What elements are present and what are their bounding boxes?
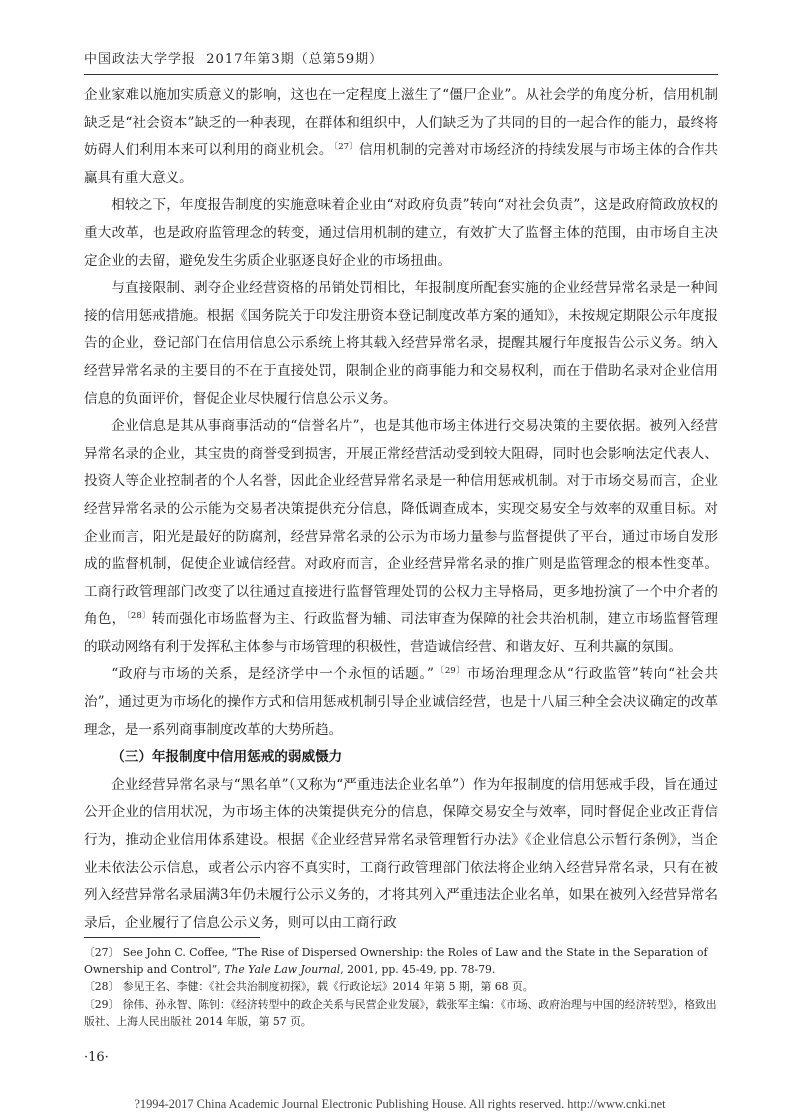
paragraph-5 — [84, 661, 718, 744]
paragraph-4 — [84, 413, 718, 661]
footnote-text: , 2001, pp. 45-49, pp. 78-79. — [340, 963, 496, 977]
paragraph-3: 与直接限制、剥夺企业经营资格的吊销处罚相比，年报制度所配套实施的企业经营异常名录是一种间接的信用惩戒措施。根据《国务院关于印发注册资本登记制度改革方案的通知》，未按规定期限公示年度报告的企业，登记部门在信用信息公示系统上将其载入经营异常名录，提醒其履行年度报告公示义务。纳入经营异常名录的主要目的不在于直接处罚，限制企业的商事能力和交易权利，而在于借助名录对企业信用信息的负面评价，督促企业尽快履行信息公示义务。 — [84, 280, 718, 407]
footnote-rule — [84, 937, 260, 938]
journal-name: 中国政法大学学报 — [84, 52, 197, 67]
footnote-ref-27[interactable]: 〔27〕 — [333, 141, 358, 152]
copyright-notice: ?1994-2017 China Academic Journal Electronic Publishing House. All rights reserved. http://www.cnki.net — [134, 1097, 666, 1111]
footnote-27 — [84, 944, 718, 978]
footnotes — [84, 944, 718, 1030]
paragraph-1 — [84, 82, 718, 192]
paragraph-text: “政府与市场的关系，是经济学中一个永恒的话题。” — [111, 666, 434, 683]
footnote-text: 〔27〕 See John C. Coffee, “The Rise of Dispersed Ownership: the Roles of Law and the State in the Separation of Ownership and Control”, — [84, 946, 708, 977]
paragraph-text: 企业信息是其从事商事活动的“信誉名片”，也是其他市场主体进行交易决策的主要依据。被列入经营异常名录的企业，其宝贵的商誉受到损害，开展正常经营活动受到较大阻碍，同时也会影响法定代表人、投资人等企业控制者的个人名誉，因此企业经营异常名录是一种信用惩戒机制。对于市场交易而言，企业经营异常名录的公示能为交易者决策提供充分信息，降低调查成本，实现交易安全与效率的双重目标。对企业而言，阳光是最好的防腐剂，经营异常名录的公示为市场力量参与监督提供了平台，通过市场自发形成的监督机制，促使企业诚信经营。对政府而言，企业经营异常名录的推广则是监管理念的根本性变革。工商行政管理部门改变了以往通过直接进行监督管理处罚的公权力主导格局，更多地扮演了一个中介者的角色， — [84, 418, 718, 628]
footnote-ref-29[interactable]: 〔29〕 — [434, 665, 466, 676]
paragraph-6: 企业经营异常名录与“黑名单”（又称为“严重违法企业名单”）作为年报制度的信用惩戒手段，旨在通过公开企业的信用状况，为市场主体的决策提供充分的信息，保障交易安全与效率，同时督促企业改正背信行为，推动企业信用体系建设。根据《企业经营异常名录管理暂行办法》《企业信息公示暂行条例》，当企业未依法公示信息，或者公示内容不真实时，工商行政管理部门依法将企业纳入经营异常名录，只有在被列入经营异常名录届满3年仍未履行公示义务的，才将其列入严重违法企业名单，如果在被列入经营异常名录后，企业履行了信息公示义务，则可以由工商行政 — [84, 776, 718, 931]
page-number: ·16· — [84, 1050, 109, 1065]
footnote-29: 〔29〕 徐伟、孙永智、陈钊：《经济转型中的政企关系与民营企业发展》，载张军主编：《市场、政府治理与中国的经济转型》，格致出版社、上海人民出版社 2014 年版，第 57 页。 — [84, 997, 717, 1028]
paragraph-2: 相较之下，年度报告制度的实施意味着企业由“对政府负责”转向“对社会负责”，这是政府简政放权的重大改革，也是政府监管理念的转变，通过信用机制的建立，有效扩大了监督主体的范围，由市场自主决定企业的去留，避免发生劣质企业驱逐良好企业的市场扭曲。 — [84, 197, 718, 269]
journal-title: The Yale Law Journal — [224, 963, 341, 977]
article-body — [84, 82, 718, 937]
section-heading: （三）年报制度中信用惩戒的弱威慑力 — [111, 749, 343, 766]
footnote-28: 〔28〕 参见王名、李健：《社会共治制度初探》，载《行政论坛》2014 年第 5 期，第 68 页。 — [84, 980, 534, 994]
paragraph-text: 转而强化市场监督为主、行政监督为辅、司法审查为保障的社会共治机制，建立市场监督管理的联动网络有利于发挥私主体参与市场管理的积极性，营造诚信经营、和谐友好、互利共赢的氛围。 — [84, 611, 718, 655]
running-header — [84, 48, 718, 67]
paragraph-text: 市场治理理念从“行政监管”转向“社会共治”，通过更为市场化的操作方式和信用惩戒机制引导企业诚信经营，也是十八届三种全会决议确定的改革理念，是一系列商事制度改革的大势所趋。 — [84, 666, 718, 738]
issue-info: 2017年第3期（总第59期） — [206, 52, 384, 67]
paragraph-text: 信用机制的完善对市场经济的持续发展与市场主体的合作共赢具有重大意义。 — [84, 142, 719, 186]
header-rule — [84, 74, 718, 75]
paragraph-text: 企业家难以施加实质意义的影响，这也在一定程度上滋生了“僵尸企业”。从社会学的角度分析，信用机制缺乏是“社会资本”缺乏的一种表现，在群体和组织中，人们缺乏为了共同的目的一起合作的能力，最终将妨碍人们利用本来可以利用的商业机会。 — [84, 87, 718, 159]
footnote-ref-28[interactable]: 〔28〕 — [126, 610, 151, 621]
